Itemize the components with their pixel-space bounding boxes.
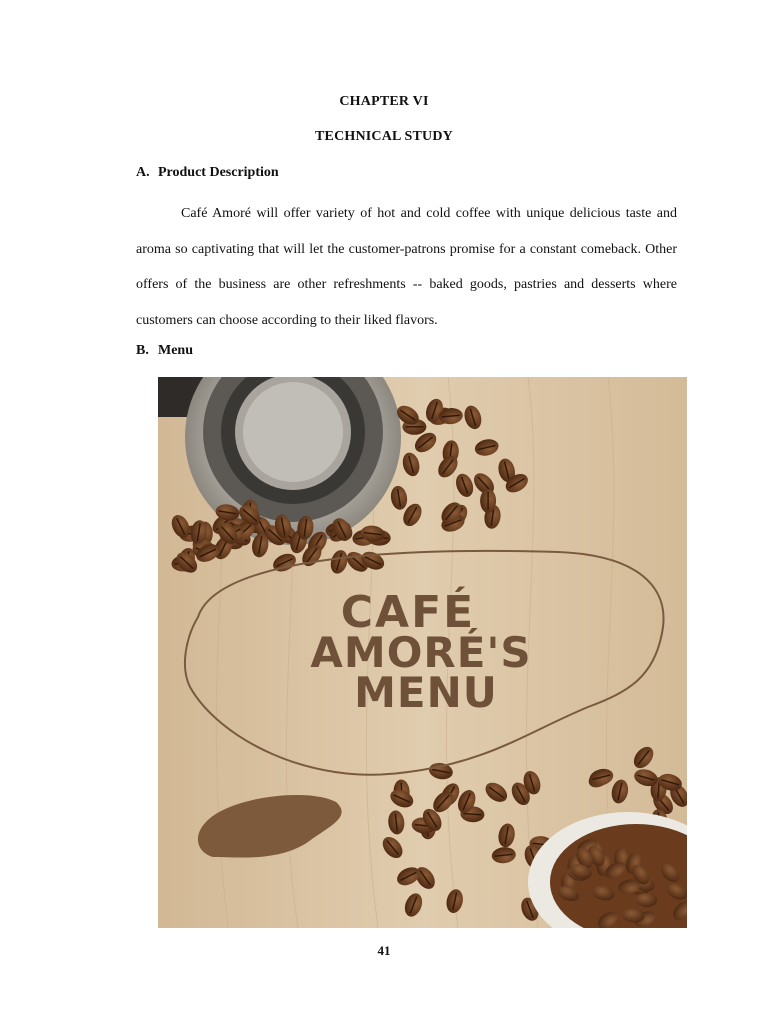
menu-cover-image [158, 377, 687, 928]
section-a-letter: A. [136, 165, 150, 180]
page-number: 41 [377, 943, 391, 958]
section-b-letter: B. [136, 343, 149, 358]
chapter-title: TECHNICAL STUDY [315, 129, 453, 144]
menu-title-line2: AMORÉ'S [310, 628, 532, 677]
section-b-title: Menu [158, 343, 193, 358]
product-description-paragraph: Café Amoré will offer variety of hot and cold coffee with unique delicious taste and aroma so captivating that will let the customer-patrons promise for a constant comeback. Other offers of the business are other refreshments -- baked goods, pastries and desserts where customers can choose according to their liked flavors. [136, 206, 677, 329]
menu-title-line1: CAFÉ [340, 587, 476, 638]
section-b-heading [136, 343, 193, 359]
section-a-title: Product Description [158, 165, 279, 180]
chapter-heading: CHAPTER VI [339, 94, 429, 109]
menu-title-line3: MENU [354, 668, 498, 717]
section-a-heading [136, 165, 279, 181]
